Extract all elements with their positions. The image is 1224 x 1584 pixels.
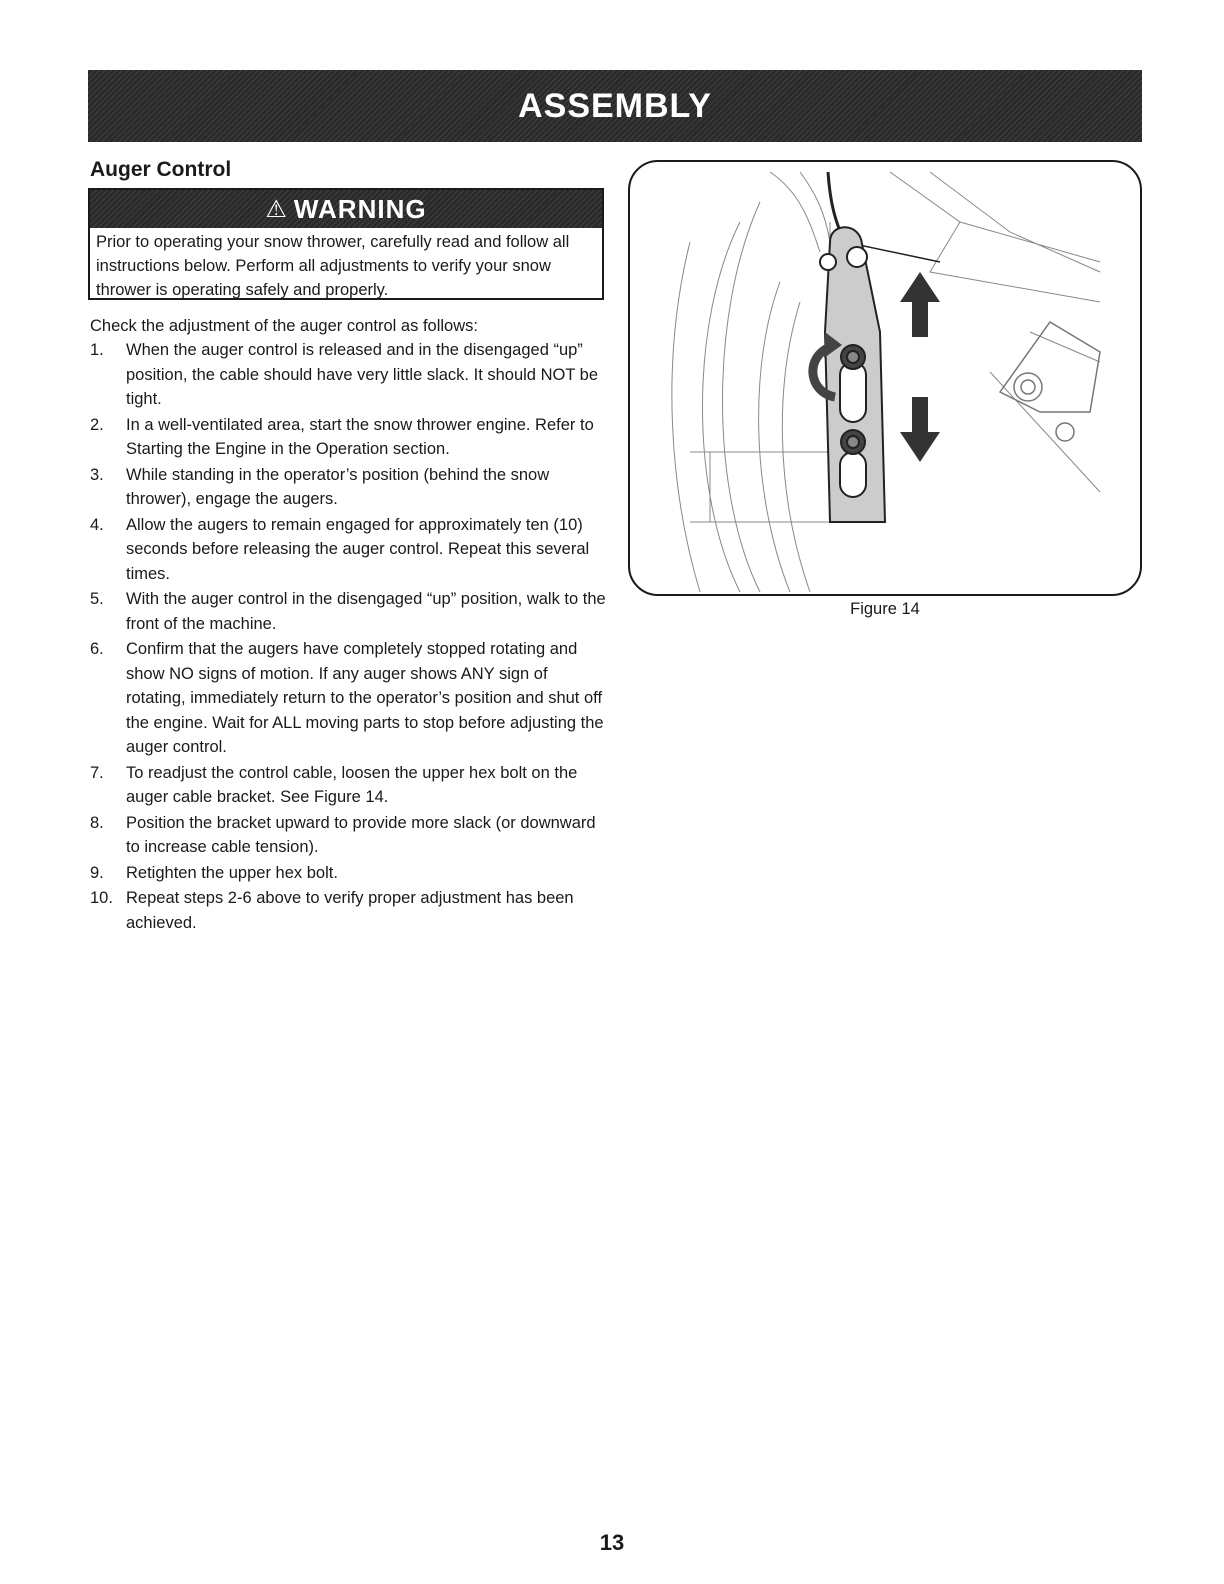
step-number: 4. <box>90 515 104 534</box>
list-item <box>90 637 610 760</box>
step-number: 1. <box>90 341 104 359</box>
step-number: 5. <box>90 590 104 608</box>
step-text: When the auger control is released and in the disengaged “up” position, the cable should have very little slack. It should NOT be tight. <box>126 341 599 408</box>
warning-header <box>90 190 602 228</box>
warning-text: Prior to operating your snow thrower, carefully read and follow all instructions below. Perform all adjustments to verify your snow thrower is operating safely and properly. <box>96 233 570 299</box>
figure-caption: Figure 14 <box>850 600 920 618</box>
step-number: 6. <box>90 640 104 658</box>
step-text: Allow the augers to remain engaged for approximately ten (10) seconds before releasing the auger control. Repeat this several times. <box>126 515 590 583</box>
section-banner <box>88 70 1142 142</box>
step-text: With the auger control in the disengaged “up” position, walk to the front of the machine. <box>126 590 606 633</box>
step-number: 7. <box>90 763 104 782</box>
step-text: Repeat steps 2-6 above to verify proper adjustment has been achieved. <box>126 889 574 932</box>
warning-box <box>88 188 604 300</box>
step-text: To readjust the control cable, loosen the upper hex bolt on the auger cable bracket. See Figure 14. <box>126 763 578 806</box>
step-number: 3. <box>90 465 104 484</box>
list-item <box>90 811 610 860</box>
banner-title: ASSEMBLY <box>518 86 712 125</box>
steps-list <box>90 338 610 936</box>
list-item <box>90 861 610 886</box>
step-text: Retighten the upper hex bolt. <box>126 863 338 882</box>
warning-label: WARNING <box>293 193 427 224</box>
page-number: 13 <box>599 1530 625 1555</box>
step-number: 10. <box>90 889 113 907</box>
list-item <box>90 886 610 935</box>
intro-text: Check the adjustment of the auger control as follows: <box>90 317 478 335</box>
list-item <box>90 513 610 587</box>
list-item <box>90 463 610 512</box>
step-number: 8. <box>90 813 104 832</box>
list-item <box>90 413 610 462</box>
step-number: 2. <box>90 415 104 434</box>
figure-14-illustration <box>628 160 1142 596</box>
warning-triangle-icon: ⚠ <box>265 195 288 223</box>
step-text: In a well-ventilated area, start the snow thrower engine. Refer to Starting the Engine in the Operation section. <box>126 415 594 458</box>
step-text: Position the bracket upward to provide more slack (or downward to increase cable tension). <box>126 813 596 856</box>
step-text: While standing in the operator’s position (behind the snow thrower), engage the augers. <box>126 465 550 508</box>
step-number: 9. <box>90 863 104 882</box>
auger-cable-bracket-illustration <box>630 162 1140 594</box>
list-item <box>90 587 610 636</box>
list-item <box>90 761 610 810</box>
section-title: Auger Control <box>90 158 232 181</box>
list-item <box>90 338 610 412</box>
step-text: Confirm that the augers have completely stopped rotating and show NO signs of motion. If any auger shows ANY sign of rotating, immediately return to the operator’s position and shut off the engine. Wait for ALL moving parts to stop before adjusting the auger control. <box>126 640 604 756</box>
